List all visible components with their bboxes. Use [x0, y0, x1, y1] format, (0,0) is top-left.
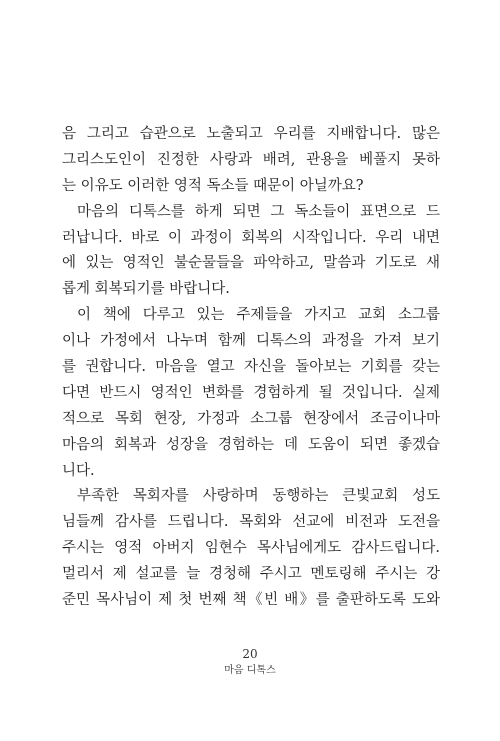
text-line: 다면 반드시 영적인 변화를 경험하게 될 것입니다. 실제 — [62, 384, 440, 401]
text-line: 롭게 회복되기를 바랍니다. — [62, 281, 230, 298]
text-line: 는 이유도 이러한 영적 독소들 때문이 아닐까요? — [62, 177, 364, 194]
text-line: 준민 목사님이 제 첫 번째 책《빈 배》를 출판하도록 도와 — [62, 592, 440, 609]
text-line: 부족한 목회자를 사랑하며 동행하는 큰빛교회 성도 — [77, 488, 440, 505]
body-text — [62, 122, 440, 614]
text-line: 이 책에 다루고 있는 주제들을 가지고 교회 소그룹 — [77, 307, 440, 324]
text-line: 님들께 감사를 드립니다. 목회와 선교에 비전과 도전을 — [62, 514, 440, 531]
text-line: 마음의 회복과 성장을 경험하는 데 도움이 되면 좋겠습 — [62, 436, 440, 453]
text-line: 주시는 영적 아버지 임현수 목사님에게도 감사드립니다. — [62, 540, 440, 557]
text-line: 적으로 목회 현장, 가정과 소그룹 현장에서 조금이나마 — [62, 410, 440, 427]
text-line: 니다. — [62, 462, 95, 479]
text-line: 마음의 디톡스를 하게 되면 그 독소들이 표면으로 드 — [77, 203, 440, 220]
text-line: 러납니다. 바로 이 과정이 회복의 시작입니다. 우리 내면 — [62, 229, 440, 246]
text-line: 이나 가정에서 나누며 함께 디톡스의 과정을 가져 보기 — [62, 333, 440, 350]
text-line: 에 있는 영적인 불순물들을 파악하고, 말씀과 기도로 새 — [62, 255, 440, 272]
page-number: 20 — [242, 647, 258, 661]
text-line: 음 그리고 습관으로 노출되고 우리를 지배합니다. 많은 — [62, 126, 440, 142]
text-line: 멀리서 제 설교를 늘 경청해 주시고 멘토링해 주시는 강 — [62, 566, 440, 583]
text-line: 를 권합니다. 마음을 열고 자신을 돌아보는 기회를 갖는 — [62, 359, 440, 376]
text-line: 그리스도인이 진정한 사랑과 배려, 관용을 베풀지 못하 — [62, 151, 440, 168]
running-title: 마음 디톡스 — [224, 665, 276, 676]
